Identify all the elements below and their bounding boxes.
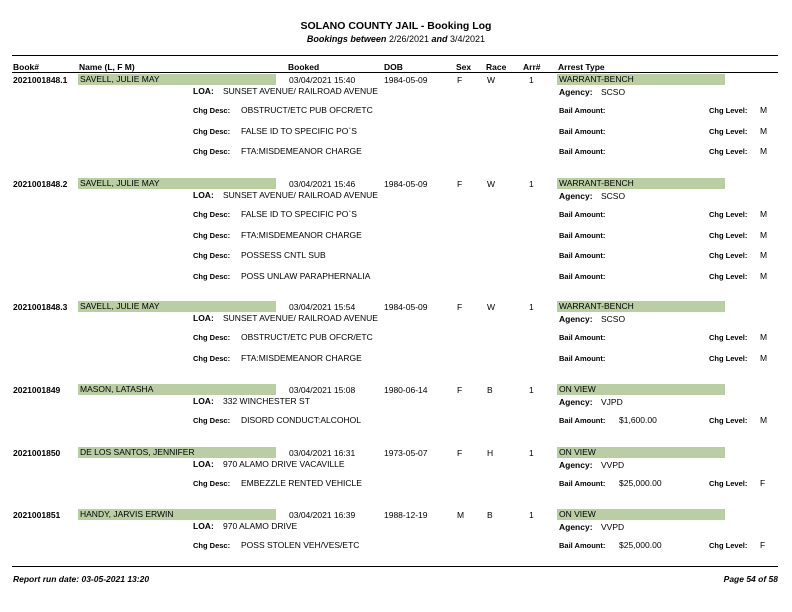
charge-level: M	[760, 209, 768, 219]
bail-amount: $25,000.00	[619, 478, 662, 488]
charge-description: FTA:MISDEMEANOR CHARGE	[241, 146, 362, 156]
sex: M	[457, 510, 465, 520]
charge-description: OBSTRUCT/ETC PUB OFCR/ETC	[241, 105, 373, 115]
book-number: 2021001849	[13, 385, 61, 395]
charge-description: FTA:MISDEMEANOR CHARGE	[241, 230, 362, 240]
book-number: 2021001850	[13, 448, 61, 458]
charge-level: F	[760, 478, 766, 488]
chg-level-label: Chg Level:	[709, 354, 748, 363]
arrest-type: WARRANT-BENCH	[557, 178, 725, 189]
loa-label: LOA:	[193, 86, 214, 96]
booked-datetime: 03/04/2021 15:40	[289, 75, 356, 85]
agency: VVPD	[601, 522, 625, 532]
col-arrest-type: Arrest Type	[558, 62, 605, 72]
chg-desc-label: Chg Desc:	[193, 251, 231, 260]
bail-amount-label: Bail Amount:	[559, 354, 606, 363]
charge-level: M	[760, 332, 768, 342]
column-divider	[12, 72, 778, 73]
agency-label: Agency:	[559, 87, 593, 97]
bail-amount: $1,600.00	[619, 415, 657, 425]
loa-label: LOA:	[193, 313, 214, 323]
agency-label: Agency:	[559, 191, 593, 201]
agency: VJPD	[601, 397, 623, 407]
chg-desc-label: Chg Desc:	[193, 416, 231, 425]
book-number: 2021001851	[13, 510, 61, 520]
date-of-birth: 1980-06-14	[384, 385, 428, 395]
arrest-type: ON VIEW	[557, 384, 725, 395]
chg-desc-label: Chg Desc:	[193, 147, 231, 156]
agency: SCSO	[601, 87, 626, 97]
chg-desc-label: Chg Desc:	[193, 210, 231, 219]
inmate-name: MASON, LATASHA	[78, 384, 276, 395]
arrest-number: 1	[529, 179, 534, 189]
chg-desc-label: Chg Desc:	[193, 333, 231, 342]
subtitle-and: and	[431, 34, 448, 44]
date-of-birth: 1988-12-19	[384, 510, 428, 520]
arrest-type: WARRANT-BENCH	[557, 74, 725, 85]
charge-description: FALSE ID TO SPECIFIC PO`S	[241, 126, 357, 136]
col-book: Book#	[13, 62, 39, 72]
header-divider	[12, 55, 778, 56]
book-number: 2021001848.3	[13, 302, 68, 312]
chg-desc-label: Chg Desc:	[193, 541, 231, 550]
agency: SCSO	[601, 314, 626, 324]
report-title: SOLANO COUNTY JAIL - Booking Log	[300, 20, 492, 32]
location-of-arrest: SUNSET AVENUE/ RAILROAD AVENUE	[223, 313, 378, 323]
date-of-birth: 1973-05-07	[384, 448, 428, 458]
race: H	[487, 448, 494, 458]
inmate-name: SAVELL, JULIE MAY	[78, 74, 276, 85]
location-of-arrest: 970 ALAMO DRIVE VACAVILLE	[223, 459, 345, 469]
loa-label: LOA:	[193, 459, 214, 469]
bail-amount: $25,000.00	[619, 540, 662, 550]
sex: F	[457, 302, 463, 312]
loa-label: LOA:	[193, 190, 214, 200]
chg-level-label: Chg Level:	[709, 416, 748, 425]
sex: F	[457, 448, 463, 458]
chg-level-label: Chg Level:	[709, 106, 748, 115]
arrest-number: 1	[529, 75, 534, 85]
charge-description: FTA:MISDEMEANOR CHARGE	[241, 353, 362, 363]
date-of-birth: 1984-05-09	[384, 302, 428, 312]
charge-level: M	[760, 230, 768, 240]
location-of-arrest: 332 WINCHESTER ST	[223, 396, 310, 406]
bail-amount-label: Bail Amount:	[559, 479, 606, 488]
agency-label: Agency:	[559, 460, 593, 470]
location-of-arrest: 970 ALAMO DRIVE	[223, 521, 298, 531]
chg-level-label: Chg Level:	[709, 272, 748, 281]
sex: F	[457, 75, 463, 85]
book-number: 2021001848.2	[13, 179, 68, 189]
chg-desc-label: Chg Desc:	[193, 106, 231, 115]
agency: SCSO	[601, 191, 626, 201]
agency-label: Agency:	[559, 522, 593, 532]
bail-amount-label: Bail Amount:	[559, 210, 606, 219]
chg-desc-label: Chg Desc:	[193, 354, 231, 363]
chg-desc-label: Chg Desc:	[193, 127, 231, 136]
page-number: Page 54 of 58	[723, 574, 778, 584]
arrest-number: 1	[529, 302, 534, 312]
race: W	[487, 75, 496, 85]
col-arr: Arr#	[523, 62, 541, 72]
arrest-number: 1	[529, 510, 534, 520]
charge-description: POSS STOLEN VEH/VES/ETC	[241, 540, 360, 550]
inmate-name: SAVELL, JULIE MAY	[78, 178, 276, 189]
subtitle-prefix: Bookings between	[306, 34, 387, 44]
charge-description: FALSE ID TO SPECIFIC PO`S	[241, 209, 357, 219]
date-of-birth: 1984-05-09	[384, 75, 428, 85]
chg-level-label: Chg Level:	[709, 231, 748, 240]
chg-desc-label: Chg Desc:	[193, 231, 231, 240]
col-race: Race	[486, 62, 507, 72]
booked-datetime: 03/04/2021 15:08	[289, 385, 356, 395]
date-of-birth: 1984-05-09	[384, 179, 428, 189]
charge-level: M	[760, 271, 768, 281]
bail-amount-label: Bail Amount:	[559, 272, 606, 281]
book-number: 2021001848.1	[13, 75, 68, 85]
charge-description: EMBEZZLE RENTED VEHICLE	[241, 478, 362, 488]
inmate-name: DE LOS SANTOS, JENNIFER	[78, 447, 276, 458]
race: B	[487, 385, 493, 395]
arrest-number: 1	[529, 385, 534, 395]
chg-level-label: Chg Level:	[709, 147, 748, 156]
bail-amount-label: Bail Amount:	[559, 416, 606, 425]
booked-datetime: 03/04/2021 16:39	[289, 510, 356, 520]
arrest-type: ON VIEW	[557, 509, 725, 520]
bail-amount-label: Bail Amount:	[559, 231, 606, 240]
bail-amount-label: Bail Amount:	[559, 127, 606, 136]
charge-description: POSSESS CNTL SUB	[241, 250, 326, 260]
inmate-name: SAVELL, JULIE MAY	[78, 301, 276, 312]
arrest-type: ON VIEW	[557, 447, 725, 458]
loa-label: LOA:	[193, 396, 214, 406]
bail-amount-label: Bail Amount:	[559, 333, 606, 342]
chg-level-label: Chg Level:	[709, 210, 748, 219]
chg-level-label: Chg Level:	[709, 251, 748, 260]
bail-amount-label: Bail Amount:	[559, 106, 606, 115]
sex: F	[457, 385, 463, 395]
charge-level: M	[760, 353, 768, 363]
charge-level: M	[760, 126, 768, 136]
charge-level: M	[760, 105, 768, 115]
date-from: 2/26/2021	[388, 34, 429, 44]
charge-level: M	[760, 146, 768, 156]
report-run-date: Report run date: 03-05-2021 13:20	[13, 574, 150, 584]
col-name: Name (L, F M)	[79, 62, 135, 72]
bail-amount-label: Bail Amount:	[559, 251, 606, 260]
agency: VVPD	[601, 460, 625, 470]
charge-level: M	[760, 250, 768, 260]
arrest-type: WARRANT-BENCH	[557, 301, 725, 312]
charge-description: OBSTRUCT/ETC PUB OFCR/ETC	[241, 332, 373, 342]
location-of-arrest: SUNSET AVENUE/ RAILROAD AVENUE	[223, 86, 378, 96]
location-of-arrest: SUNSET AVENUE/ RAILROAD AVENUE	[223, 190, 378, 200]
race: B	[487, 510, 493, 520]
race: W	[487, 179, 496, 189]
chg-level-label: Chg Level:	[709, 333, 748, 342]
date-to: 3/4/2021	[450, 34, 486, 44]
col-dob: DOB	[384, 62, 403, 72]
col-sex: Sex	[456, 62, 472, 72]
agency-label: Agency:	[559, 397, 593, 407]
chg-level-label: Chg Level:	[709, 127, 748, 136]
col-booked: Booked	[288, 62, 320, 72]
agency-label: Agency:	[559, 314, 593, 324]
charge-description: POSS UNLAW PARAPHERNALIA	[241, 271, 371, 281]
arrest-number: 1	[529, 448, 534, 458]
bail-amount-label: Bail Amount:	[559, 541, 606, 550]
footer-divider	[12, 566, 778, 567]
race: W	[487, 302, 496, 312]
sex: F	[457, 179, 463, 189]
booked-datetime: 03/04/2021 16:31	[289, 448, 356, 458]
chg-desc-label: Chg Desc:	[193, 272, 231, 281]
loa-label: LOA:	[193, 521, 214, 531]
bail-amount-label: Bail Amount:	[559, 147, 606, 156]
booked-datetime: 03/04/2021 15:46	[289, 179, 356, 189]
chg-level-label: Chg Level:	[709, 541, 748, 550]
booked-datetime: 03/04/2021 15:54	[289, 302, 356, 312]
charge-level: M	[760, 415, 768, 425]
inmate-name: HANDY, JARVIS ERWIN	[78, 509, 276, 520]
report-subtitle	[0, 34, 792, 44]
charge-level: F	[760, 540, 766, 550]
charge-description: DISORD CONDUCT:ALCOHOL	[241, 415, 361, 425]
chg-level-label: Chg Level:	[709, 479, 748, 488]
chg-desc-label: Chg Desc:	[193, 479, 231, 488]
